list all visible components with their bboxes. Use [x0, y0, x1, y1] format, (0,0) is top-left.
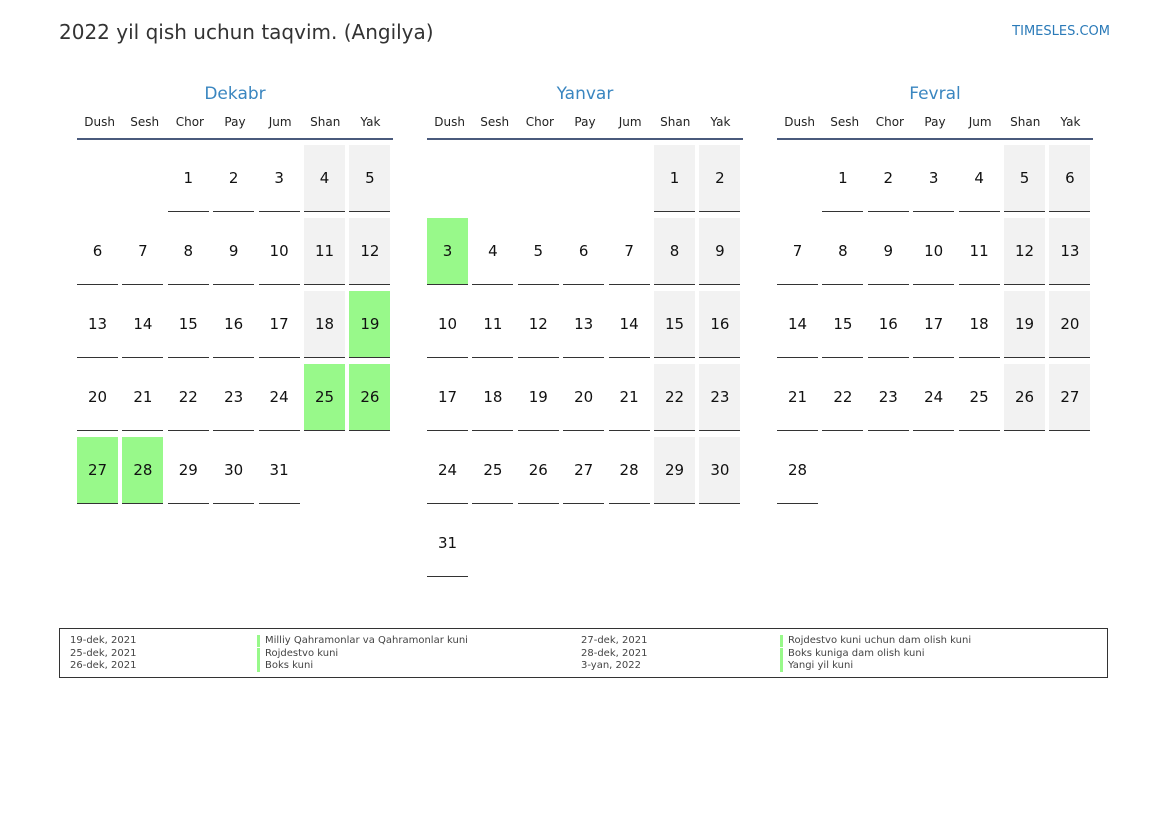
day-cell: 7 [609, 218, 650, 285]
site-link[interactable]: TIMESLES.COM [1012, 24, 1110, 39]
legend-date: 3-yan, 2022 [581, 660, 641, 671]
legend-date: 28-dek, 2021 [581, 647, 648, 659]
weekday-label: Shan [1010, 115, 1041, 129]
legend-date: 19-dek, 2021 [70, 635, 137, 646]
day-cell: 14 [122, 291, 163, 358]
month-dekabr [77, 82, 393, 585]
day-cell: 2 [213, 145, 254, 212]
day-cell: 17 [259, 291, 300, 358]
day-cell: 12 [518, 291, 559, 358]
day-cell: 10 [259, 218, 300, 285]
day-cell: 27 [1049, 364, 1090, 431]
day-cell: 24 [913, 364, 954, 431]
day-cell: 20 [77, 364, 118, 431]
weekday-label: Dush [784, 115, 815, 129]
month-title: Yanvar [556, 84, 614, 104]
day-cell: 28 [609, 437, 650, 504]
day-cell: 5 [518, 218, 559, 285]
day-cell: 15 [168, 291, 209, 358]
day-cell: 25 [472, 437, 513, 504]
day-cell: 12 [1004, 218, 1045, 285]
weekday-label: Chor [175, 115, 204, 129]
day-cell: 23 [213, 364, 254, 431]
day-cell: 19 [349, 291, 390, 358]
legend-holiday-name: Yangi yil kuni [780, 660, 853, 672]
day-cell: 2 [699, 145, 740, 212]
day-cell: 27 [77, 437, 118, 504]
weekday-label: Chor [525, 115, 554, 129]
day-cell: 21 [609, 364, 650, 431]
legend-holiday-name: Milliy Qahramonlar va Qahramonlar kuni [257, 635, 468, 647]
weekday-label: Sesh [130, 115, 160, 129]
weekday-label: Yak [360, 115, 381, 129]
day-grid [777, 145, 1093, 585]
day-cell: 8 [822, 218, 863, 285]
weekday-label: Dush [434, 115, 465, 129]
day-cell: 24 [259, 364, 300, 431]
day-cell: 3 [427, 218, 468, 285]
day-cell: 23 [699, 364, 740, 431]
day-cell: 7 [777, 218, 818, 285]
day-cell: 28 [122, 437, 163, 504]
weekday-label: Yak [1060, 115, 1081, 129]
day-grid [77, 145, 393, 585]
day-cell: 22 [654, 364, 695, 431]
month-yanvar [427, 82, 743, 585]
weekday-label: Pay [224, 115, 246, 129]
legend-holiday-name: Boks kuniga dam olish kuni [780, 648, 924, 660]
month-title: Fevral [909, 84, 961, 104]
day-cell: 28 [777, 437, 818, 504]
day-cell: 1 [168, 145, 209, 212]
day-cell: 6 [77, 218, 118, 285]
day-cell: 13 [1049, 218, 1090, 285]
weekday-header [427, 114, 743, 140]
day-cell: 12 [349, 218, 390, 285]
day-cell: 4 [959, 145, 1000, 212]
day-cell: 22 [822, 364, 863, 431]
holiday-legend [59, 628, 1108, 678]
day-cell: 2 [868, 145, 909, 212]
day-cell: 13 [563, 291, 604, 358]
day-cell: 7 [122, 218, 163, 285]
legend-date: 25-dek, 2021 [70, 647, 137, 659]
weekday-label: Shan [660, 115, 691, 129]
legend-holiday-name: Rojdestvo kuni uchun dam olish kuni [780, 635, 971, 647]
day-cell: 16 [868, 291, 909, 358]
day-cell: 17 [427, 364, 468, 431]
day-cell: 4 [472, 218, 513, 285]
day-cell: 16 [213, 291, 254, 358]
day-cell: 4 [304, 145, 345, 212]
day-cell: 24 [427, 437, 468, 504]
day-cell: 8 [168, 218, 209, 285]
weekday-label: Pay [574, 115, 596, 129]
legend-holiday-name: Rojdestvo kuni [257, 648, 338, 660]
weekday-label: Jum [968, 115, 992, 129]
day-cell: 8 [654, 218, 695, 285]
weekday-label: Jum [268, 115, 292, 129]
day-cell: 18 [959, 291, 1000, 358]
day-cell: 9 [213, 218, 254, 285]
page-title: 2022 yil qish uchun taqvim. (Angilya) [59, 20, 434, 44]
day-cell: 11 [304, 218, 345, 285]
day-cell: 20 [1049, 291, 1090, 358]
day-cell: 10 [427, 291, 468, 358]
day-cell: 10 [913, 218, 954, 285]
day-cell: 30 [699, 437, 740, 504]
day-cell: 26 [1004, 364, 1045, 431]
day-cell: 26 [518, 437, 559, 504]
day-cell: 21 [777, 364, 818, 431]
weekday-label: Jum [618, 115, 642, 129]
legend-date: 27-dek, 2021 [581, 635, 648, 646]
day-cell: 16 [699, 291, 740, 358]
month-title: Dekabr [204, 84, 266, 104]
day-cell: 14 [609, 291, 650, 358]
day-cell: 17 [913, 291, 954, 358]
day-cell: 1 [654, 145, 695, 212]
day-cell: 19 [1004, 291, 1045, 358]
day-cell: 1 [822, 145, 863, 212]
day-cell: 31 [259, 437, 300, 504]
day-cell: 20 [563, 364, 604, 431]
month-fevral [777, 82, 1093, 585]
day-cell: 29 [654, 437, 695, 504]
weekday-label: Yak [710, 115, 731, 129]
legend-date: 26-dek, 2021 [70, 660, 137, 671]
weekday-label: Sesh [480, 115, 510, 129]
day-cell: 9 [699, 218, 740, 285]
weekday-label: Dush [84, 115, 115, 129]
weekday-label: Sesh [830, 115, 860, 129]
day-cell: 5 [1004, 145, 1045, 212]
day-cell: 15 [822, 291, 863, 358]
day-cell: 31 [427, 510, 468, 577]
day-cell: 9 [868, 218, 909, 285]
weekday-label: Pay [924, 115, 946, 129]
day-grid [427, 145, 743, 585]
day-cell: 25 [304, 364, 345, 431]
day-cell: 23 [868, 364, 909, 431]
day-cell: 15 [654, 291, 695, 358]
day-cell: 30 [213, 437, 254, 504]
weekday-header [77, 114, 393, 140]
day-cell: 6 [1049, 145, 1090, 212]
weekday-header [777, 114, 1093, 140]
day-cell: 29 [168, 437, 209, 504]
day-cell: 21 [122, 364, 163, 431]
day-cell: 5 [349, 145, 390, 212]
day-cell: 19 [518, 364, 559, 431]
day-cell: 22 [168, 364, 209, 431]
weekday-label: Chor [875, 115, 904, 129]
day-cell: 6 [563, 218, 604, 285]
day-cell: 18 [472, 364, 513, 431]
day-cell: 26 [349, 364, 390, 431]
weekday-label: Shan [310, 115, 341, 129]
day-cell: 13 [77, 291, 118, 358]
day-cell: 11 [959, 218, 1000, 285]
day-cell: 3 [259, 145, 300, 212]
day-cell: 18 [304, 291, 345, 358]
day-cell: 14 [777, 291, 818, 358]
day-cell: 3 [913, 145, 954, 212]
legend-holiday-name: Boks kuni [257, 660, 313, 672]
day-cell: 25 [959, 364, 1000, 431]
day-cell: 11 [472, 291, 513, 358]
day-cell: 27 [563, 437, 604, 504]
